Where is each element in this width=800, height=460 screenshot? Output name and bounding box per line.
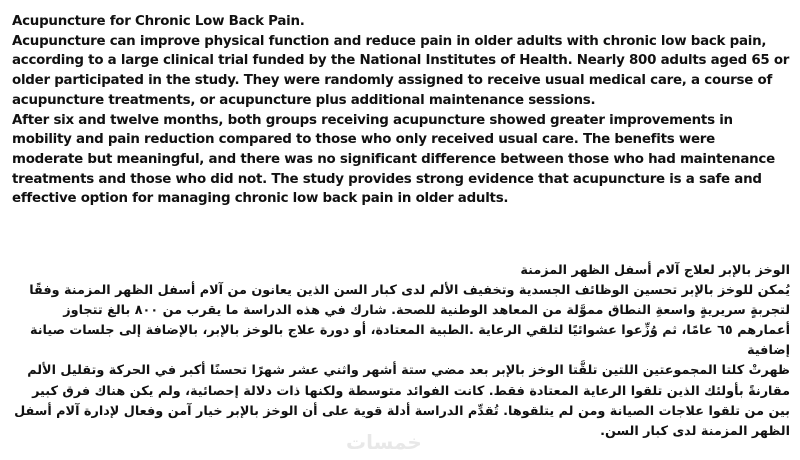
arabic-section	[10, 261, 790, 442]
arabic-title: الوخز بالإبر لعلاج آلام أسفل الظهر المزمنة	[520, 263, 790, 278]
english-paragraph-2: After six and twelve months, both groups receiving acupuncture showed greater improvements in mobility and pain reduction compared to those who only received usual care. The benefits were moderate but meaningful, and there was no significant difference between those who had maintenance treatments and those who did not. The study provides strong evidence that acupuncture is a safe and effective option for managing chronic low back pain in older adults.	[12, 112, 775, 207]
english-paragraph-1: Acupuncture can improve physical function and reduce pain in older adults with chronic low back pain, according to a large clinical trial funded by the National Institutes of Health. Nearly 800 adults aged 65 or older participated in the study. They were randomly assigned to receive usual medical care, a course of acupuncture treatments, or acupuncture plus additional maintenance sessions.	[12, 33, 790, 108]
english-section	[12, 12, 790, 209]
watermark-logo: خمسات	[346, 430, 422, 454]
english-title: Acupuncture for Chronic Low Back Pain.	[12, 14, 305, 29]
arabic-paragraph-2: ظهرتْ كلتا المجموعتين اللتين تلقَّتا الوخز بالإبر بعد مضي ستة أشهر واثني عشر شهرًا تحسنًا أكبر في الحركة وتقليل الألم مقارنةً بأولئك الذين تلقوا الرعاية المعتادة فقط. كانت الفوائد متوسطة ولكنها ذات دلالة إحصائية، ولم يكن هناك فرق كبير بين من تلقوا علاجات الصيانة ومن لم يتلقوها. تُقدِّم الدراسة أدلة قوية على أن الوخز بالإبر خيار آمن وفعال لإدارة آلام أسفل الظهر المزمنة لدى كبار السن.	[14, 363, 790, 439]
arabic-paragraph-1: يُمكن للوخز بالإبر تحسين الوظائف الجسدية وتخفيف الألم لدى كبار السن الذين يعانون من آلام أسفل الظهر المزمنة وفقًا لتجربةٍ سريريةٍ واسعةِ النطاق مموَّلة من المعاهد الوطنية للصحة. شارك في هذه الدراسة ما يقرب من ٨٠٠ بالغ تتجاوز أعمارهم ٦٥ عامًا، ثم وُزِّعوا عشوائيًا لتلقي الرعاية .الطبية المعتادة، أو دورة علاج بالوخز بالإبر، بالإضافة إلى جلسات صيانة إضافية	[29, 283, 790, 359]
